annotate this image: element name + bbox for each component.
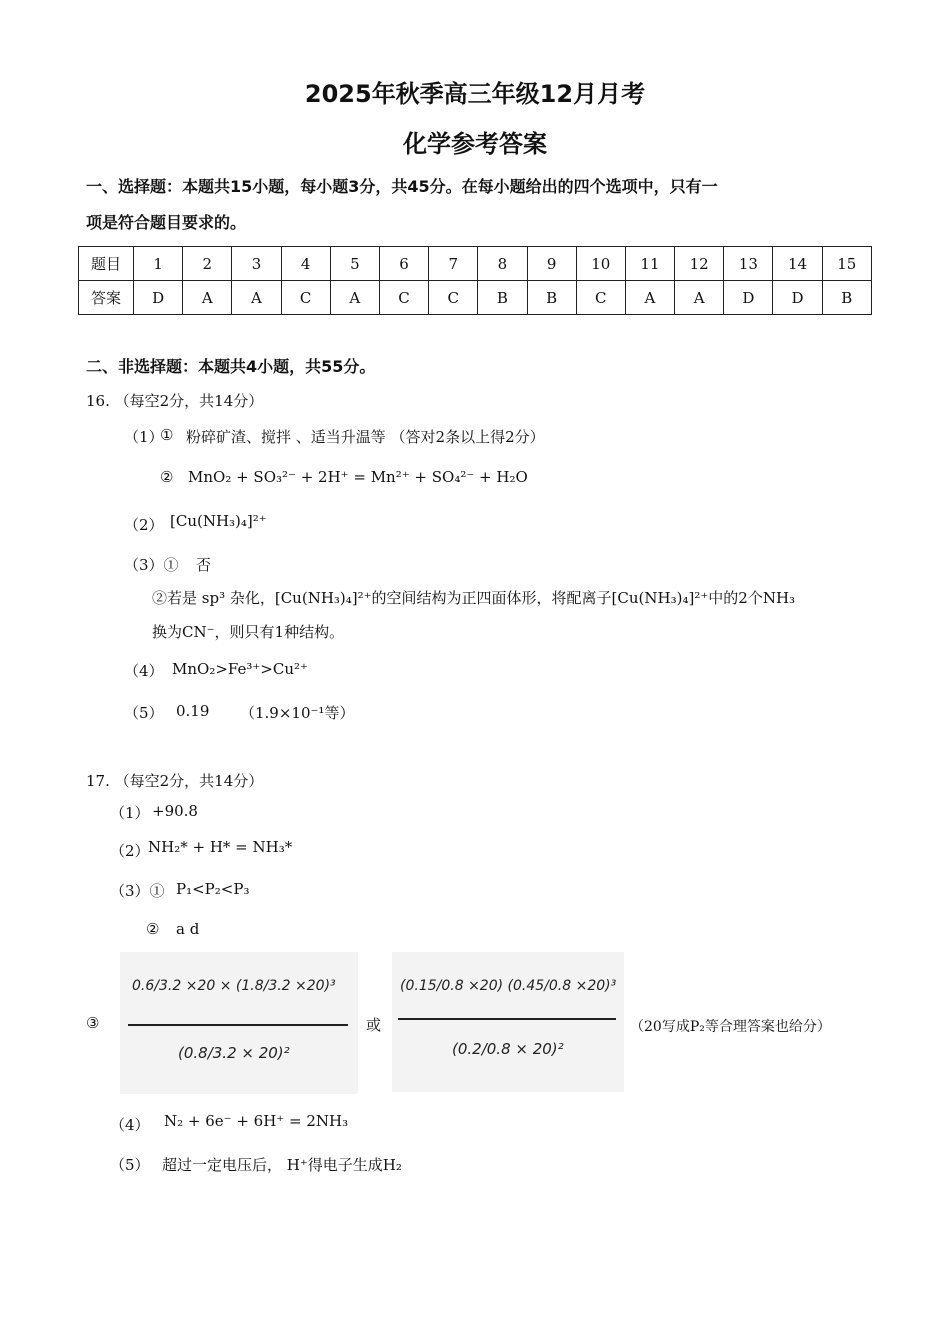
q17-p1-label: （1）	[110, 804, 150, 822]
q16-p4-text: MnO₂>Fe³⁺>Cu²⁺	[172, 660, 308, 678]
row-label: 答案	[79, 281, 134, 315]
q16-header: 16. （每空2分，共14分）	[86, 392, 264, 410]
q17-p2-label: （2）	[110, 842, 150, 860]
q16-p2-label: （2）	[124, 516, 164, 534]
answer-cell: B	[822, 281, 871, 315]
answer-table	[78, 246, 872, 315]
hw1-fraction-bar	[128, 1024, 348, 1026]
q17-header: 17. （每空2分，共14分）	[86, 772, 264, 790]
q17-p3-label: （3）①	[110, 882, 165, 900]
q17-p5-text: 超过一定电压后， H⁺得电子生成H₂	[162, 1156, 402, 1174]
answer-cell: A	[183, 281, 232, 315]
q16-p3b-line2: 换为CN⁻，则只有1种结构。	[152, 623, 345, 641]
q16-p5-note: （1.9×10⁻¹等）	[240, 704, 355, 722]
question-cell: 13	[724, 247, 773, 281]
q17-p4-formula: N₂ + 6e⁻ + 6H⁺ = 2NH₃	[164, 1112, 349, 1130]
q16-p1-text: 粉碎矿渣、搅拌 、适当升温等 （答对2条以上得2分）	[186, 428, 545, 446]
q16-p5-value: 0.19	[176, 702, 210, 720]
q17-p2-formula: NH₂* + H* = NH₃*	[148, 838, 293, 856]
answer-cell: A	[675, 281, 724, 315]
question-cell: 4	[281, 247, 330, 281]
q17-p3b-text: a d	[176, 920, 200, 938]
hw2-denominator: (0.2/0.8 × 20)²	[452, 1040, 564, 1058]
answer-cell: D	[724, 281, 773, 315]
page-title: 2025年秋季高三年级12月月考	[304, 80, 646, 108]
q16-p1b-circle: ②	[160, 468, 174, 486]
section1-heading-line1: 一、选择题：本题共15小题，每小题3分，共45分。在每小题给出的四个选项中，只有一	[86, 177, 718, 196]
question-cell: 7	[429, 247, 478, 281]
hw1-denominator: (0.8/3.2 × 20)²	[178, 1044, 290, 1062]
q17-p3c-note: （20写成P₂等合理答案也给分）	[630, 1019, 831, 1035]
q16-p5-label: （5）	[124, 704, 164, 722]
answer-cell: A	[232, 281, 281, 315]
question-cell: 2	[183, 247, 232, 281]
question-cell: 15	[822, 247, 871, 281]
answer-cell: B	[478, 281, 527, 315]
q16-p1-circle: ①	[160, 426, 174, 444]
answer-cell: A	[625, 281, 674, 315]
q16-p3b-line1: ②若是 sp³ 杂化，[Cu(NH₃)₄]²⁺的空间结构为正四面体形，将配离子[Cu(NH₃)₄]²⁺中的2个NH₃	[152, 589, 796, 607]
section2-heading: 二、非选择题：本题共4小题，共55分。	[86, 357, 376, 376]
q16-p1-label: （1）	[124, 428, 164, 446]
row-label: 题目	[79, 247, 134, 281]
handwritten-expression-2	[392, 952, 624, 1092]
question-cell: 14	[773, 247, 822, 281]
answer-cell: D	[134, 281, 183, 315]
section1-heading-line2: 项是符合题目要求的。	[86, 213, 247, 232]
q17-p3-text: P₁<P₂<P₃	[176, 880, 250, 898]
or-word: 或	[366, 1016, 382, 1034]
question-cell: 5	[330, 247, 379, 281]
q17-p1-value: +90.8	[152, 802, 198, 820]
answer-cell: D	[773, 281, 822, 315]
answer-cell: A	[330, 281, 379, 315]
q16-p1b-formula: MnO₂ + SO₃²⁻ + 2H⁺ = Mn²⁺ + SO₄²⁻ + H₂O	[188, 468, 528, 486]
table-row-answers	[79, 281, 872, 315]
table-row-questions	[79, 247, 872, 281]
q16-p3-text: 否	[196, 556, 212, 574]
answer-cell: C	[281, 281, 330, 315]
hw2-fraction-bar	[398, 1018, 616, 1020]
q17-p3b-circle: ②	[146, 920, 160, 938]
q17-p5-label: （5）	[110, 1156, 150, 1174]
question-cell: 12	[675, 247, 724, 281]
answer-cell: B	[527, 281, 576, 315]
q16-p3-label: （3）①	[124, 556, 179, 574]
hw2-numerator: (0.15/0.8 ×20) (0.45/0.8 ×20)³	[400, 978, 617, 994]
answer-cell: C	[429, 281, 478, 315]
question-cell: 1	[134, 247, 183, 281]
question-cell: 9	[527, 247, 576, 281]
page-subtitle: 化学参考答案	[403, 130, 547, 158]
q16-p2-formula: [Cu(NH₃)₄]²⁺	[170, 512, 267, 530]
question-cell: 10	[576, 247, 625, 281]
answer-cell: C	[379, 281, 428, 315]
answer-cell: C	[576, 281, 625, 315]
handwritten-expression-1	[120, 952, 358, 1094]
q17-p4-label: （4）	[110, 1116, 150, 1134]
q17-p3c-circle: ③	[86, 1014, 100, 1032]
question-cell: 3	[232, 247, 281, 281]
question-cell: 11	[625, 247, 674, 281]
hw1-numerator: 0.6/3.2 ×20 × (1.8/3.2 ×20)³	[132, 978, 336, 994]
question-cell: 8	[478, 247, 527, 281]
q16-p4-label: （4）	[124, 662, 164, 680]
question-cell: 6	[379, 247, 428, 281]
